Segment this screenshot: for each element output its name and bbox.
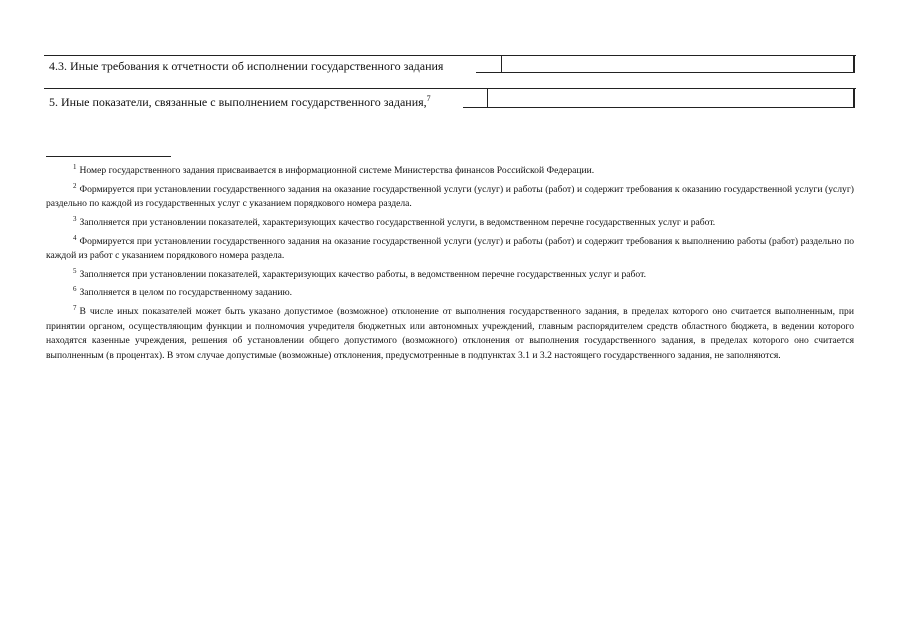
- section-5-answer-box: [487, 89, 855, 108]
- footnote-1: $^1$ Номер государственного задания присваивается в информационной системе Министерства финансов Российской Федерации.: [73, 163, 595, 177]
- footnotes: [46, 160, 854, 363]
- section-4-3-underline: [476, 72, 501, 73]
- footnote-3: $^3$ Заполняется при установлении показателей, характеризующих качество государственной услуги, в ведомственном перечне государственных услуг и работ.: [73, 214, 716, 229]
- footnote-2: $^2$ Формируется при установлении государственного задания на оказание государственной услуги (услуг) и работы (работ) и содержит требования к оказанию государственной услуги (услуг) раздельно по каждой из государственных услуг с указанием порядкового номера раздела.: [46, 181, 854, 210]
- section-4-3-answer-box: [501, 56, 855, 73]
- footnote-5: $^5$ Заполняется при установлении показателей, характеризующих качество работы, в ведомственном перечне государственных услуг и работ.: [73, 266, 646, 280]
- section-5-label: 5. Иные показатели, связанные с выполнением государственного задания,$^7$: [49, 94, 431, 109]
- footnote-7: $^7$ В числе иных показателей может быть указано допустимое (возможное) отклонение от выполнения государственного задания, в пределах которого оно считается выполненным, при принятии органом, осуществляющим функции и полномочия учредителя бюджетных или автономных учреждений, главным распорядителем средств областного бюджета, в ведении которого находятся казенные учреждения, решения об установлении общего допустимого (возможного) отклонения от выполнения государственного задания, в пределах которого оно считается выполненным (в процентах). В этом случае допустимые (возможные) отклонения, предусмотренные в подпунктах 3.1 и 3.2 настоящего государственного задания, не заполняются.: [46, 304, 854, 361]
- section-4-3-label: 4.3. Иные требования к отчетности об исполнении государственного задания: [49, 59, 444, 73]
- section-5-underline: [463, 107, 487, 108]
- footnote-6: $^6$ Заполняется в целом по государственному заданию.: [73, 285, 293, 299]
- footnote-separator: [46, 156, 171, 157]
- footnote-4: $^4$ Формируется при установлении государственного задания на оказание государственной услуги (услуг) и работы (работ) и содержит требования к выполнению работы (работ) раздельно по каждой из работ с указанием порядкового номера раздела.: [46, 233, 854, 262]
- section-4-3-row: [44, 56, 856, 76]
- footnote-ref-7: 7: [426, 94, 431, 103]
- section-5-row: [44, 88, 856, 109]
